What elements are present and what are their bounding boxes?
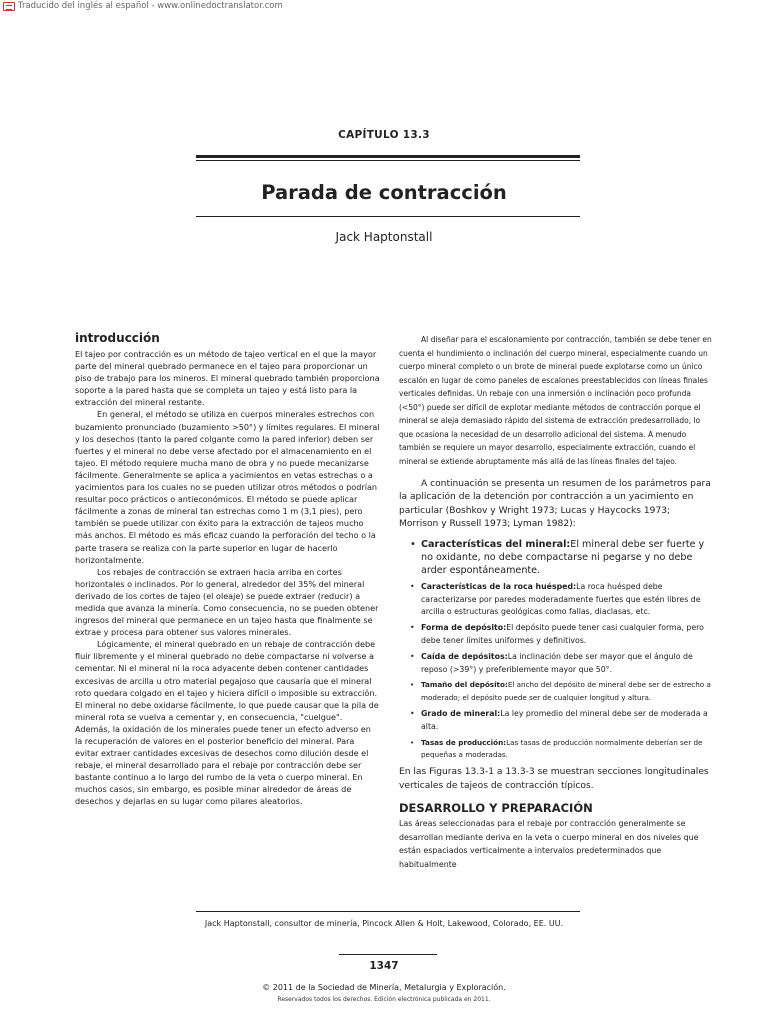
section-heading-introduccion: introducción (75, 331, 160, 345)
translator-link[interactable]: Traducido del inglés al español - www.onlinedoctranslator.com (18, 1, 283, 11)
section-heading-desarrollo: DESARROLLO Y PREPARACIÓN (399, 801, 593, 816)
document-translate-icon (3, 2, 15, 11)
left-column (75, 331, 380, 808)
intro-paragraph-2: En general, el método se utiliza en cuerpos minerales estrechos con buzamiento pronunciado (buzamiento >50°) y límites regulares. El mineral y los desechos (tanto la pared colgante como la pared inferior) deben ser fuertes y el mineral no debe verse afectado por el almacenamiento en el tajeo. El método requiere mucha mano de obra y no puede mecanizarse fácilmente. Generalmente se aplica a yacimientos en vetas estrechas o a yacimientos para los cuales no se pueden utilizar otros métodos o podrían resultar poco prácticos o antieconómicos. El método se puede aplicar fácilmente a zonas de mineral tan estrechas como 1 m (3,1 pies), pero también se puede utilizar con éxito para la extracción de tajeos mucho más anchos. El método es más eficaz cuando la perforación del techo o la parte trasera se realiza con la parte superior en lugar de hacerlo horizontalmente. (75, 409, 380, 565)
page-number-rule (339, 954, 437, 955)
intro-paragraph-4: Lógicamente, el mineral quebrado en un rebaje de contracción debe fluir libremente y el mineral quebrado no debe compactarse ni volverse a cementar. Ni el mineral ni la roca adyacente deben contener cantidades excesivas de arcilla u otro material pegajoso que causaría que el mineral roto quedara colgado en el tajeo y hiciera difícil o imposible su extracción. El mineral no debe oxidarse fácilmente, lo que puede causar que la pila de mineral rota se vuelva a cementar y, en consecuencia, "cuelgue". Además, la oxidación de los minerales puede tener un efecto adverso en la recuperación de valores en el posterior beneficio del mineral. Para evitar extraer cantidades excesivas de desechos como dilución desde el rebaje, el mineral desarrollado para el rebaje por contracción debe ser bastante continuo a lo largo del rumbo de la veta o cuerpo mineral. En muchos casos, sin embargo, es posible minar alrededor de áreas de desechos y dejarlas en su lugar como pilares aleatorios. (75, 639, 379, 807)
page-title: Parada de contracción (261, 181, 507, 204)
intro-paragraph-1: El tajeo por contracción es un método de tajeo vertical en el que la mayor parte del mineral quebrado permanece en el tajeo para proporcionar un piso de trabajo para los mineros. El mineral quebrado también proporciona soporte a la pared hasta que se completa un tajeo y está listo para la extracción del mineral restante. (75, 349, 380, 408)
right-column (399, 333, 712, 871)
author-footnote: Jack Haptonstall, consultor de minería, Pincock Allen & Holt, Lakewood, Colorado, EE. UU. (204, 919, 564, 928)
title-double-rule-thick (196, 155, 580, 158)
list-item: • Grado de mineral:La ley promedio del mineral debe ser de moderada a alta. (410, 709, 708, 731)
copyright-notice: © 2011 de la Sociedad de Minería, Metalurgia y Exploración. (262, 983, 506, 992)
chapter-label: CAPÍTULO 13.3 (338, 129, 430, 141)
list-item: • Tamaño del depósito:El ancho del depósito de mineral debe ser de estrecho a moderado; el depósito puede ser de cualquier longitud y altura. (410, 680, 711, 703)
translator-bar[interactable] (0, 0, 283, 12)
rights-notice: Reservados todos los derechos. Edición electrónica publicada en 2011. (277, 996, 491, 1003)
list-item: • Caída de depósitos:La inclinación debe ser mayor que el ángulo de reposo (>39°) y preferiblemente mayor que 50°. (410, 651, 693, 674)
intro-paragraph-3: Los rebajes de contracción se extraen hacia arriba en cortes horizontales o inclinados. Por lo general, alrededor del 35% del mineral derivado de los cortes de tajeo (el oleaje) se puede extraer (reducir) a medida que avanza la minería. Como consecuencia, no se pueden obtener ingresos del mineral que permanece en un tajeo hasta que finalmente se extrae y procesa para obtener sus valores minerales. (75, 566, 379, 638)
title-underline (196, 216, 580, 217)
title-double-rule-thin (196, 160, 580, 161)
parameters-intro-paragraph: A continuación se presenta un resumen de los parámetros para la aplicación de la detención por contracción a un yacimiento en particular (Boshkov y Wright 1973; Lucas y Haycocks 1973; Morrison y Russell 1973; Lyman 1982): (399, 479, 711, 530)
list-item: • Características del mineral:El mineral debe ser fuerte y no oxidante, no debe compactarse ni pegarse y no debe arder espontáneamente. (410, 538, 705, 577)
design-paragraph: Al diseñar para el escalonamiento por contracción, también se debe tener en cuenta el hundimiento o inclinación del cuerpo mineral, especialmente cuando un cuerpo mineral completo o un brote de mineral puede explotarse como un único escalón en lugar de como paneles de escalones preestablecidos con líneas finales verticales definidas. Un rebaje con una inmersión o inclinación poco profunda (<50°) puede ser difícil de explotar mediante métodos de contracción porque el mineral se aleja demasiado rápido del sistema de extracción predesarrollado, lo que ocasiona la necesidad de un desarrollo adicional del sistema. A menudo también se requiere un mayor desarrollo, especialmente extracción, cuando el mineral se extiende abruptamente más allá de las líneas finales del tajeo. (399, 335, 712, 466)
figures-paragraph: En las Figuras 13.3-1 a 13.3-3 se muestran secciones longitudinales verticales de tajeos de contracción típicos. (399, 767, 709, 791)
development-paragraph: Las áreas seleccionadas para el rebaje por contracción generalmente se desarrollan mediante deriva en la veta o cuerpo mineral en dos niveles que están espaciados verticalmente a intervalos predeterminados que habitualmente (399, 819, 699, 869)
footnote-rule (196, 911, 580, 912)
author-name: Jack Haptonstall (335, 230, 433, 244)
list-item: • Forma de depósito:El depósito puede tener casi cualquier forma, pero debe tener límites uniformes y definitivos. (410, 623, 704, 646)
page-number: 1347 (369, 960, 399, 972)
parameters-list (399, 538, 712, 763)
list-item: • Características de la roca huésped:La roca huésped debe caracterizarse por paredes moderadamente fuertes que estén libres de arcilla o estructuras geológicas como fallas, diaclasas, etc. (410, 581, 701, 617)
list-item: • Tasas de producción:Las tasas de producción normalmente deberían ser de pequeñas a moderadas. (410, 737, 703, 760)
